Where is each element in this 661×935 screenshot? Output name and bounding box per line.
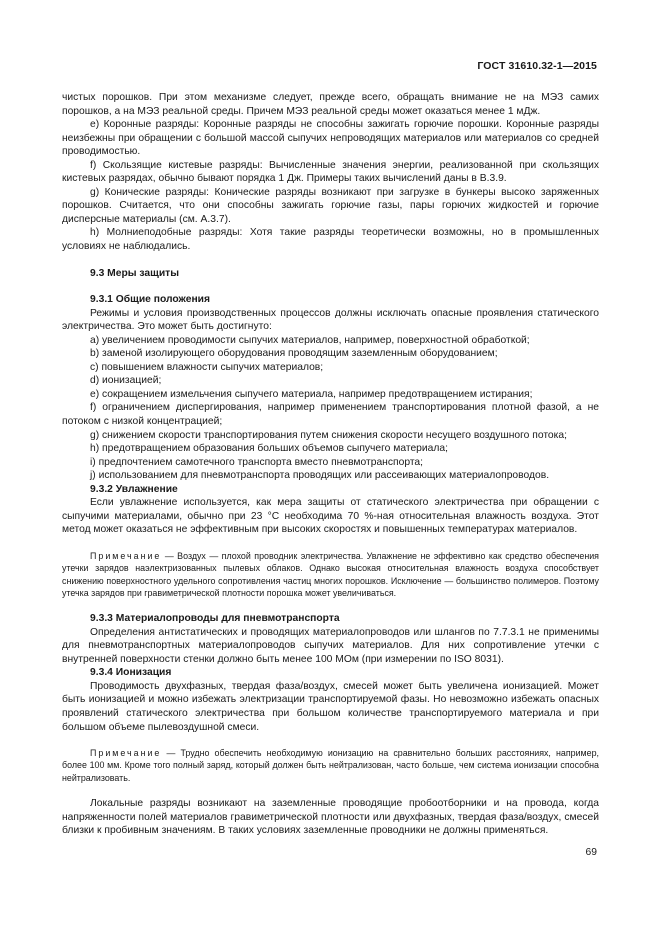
paragraph: e) Коронные разряды: Коронные разряды не способны зажигать горючие порошки. Коронные разряды неизбежны при обращении с большой массой сыпучих непроводящих материалов или материалов со средней проводимостью. — [62, 119, 599, 158]
note — [62, 747, 599, 784]
list-item: a) увеличением проводимости сыпучих материалов, например, поверхностной обработкой; — [90, 334, 530, 346]
list-item: c) повышением влажности сыпучих материалов; — [90, 361, 324, 373]
list-item: i) предпочтением самотечного транспорта вместо пневмотранспорта; — [90, 456, 424, 468]
paragraph: g) Конические разряды: Конические разряды возникают при загрузке в бункеры высоко заряженных порошков. Считается, что они способны зажигать горючие газы, пары горючих жидкостей и горючие дисперсные материалы (см. А.3.7). — [62, 186, 599, 225]
note-label: Примечание — [90, 550, 162, 561]
note-text: — Воздух — плохой проводник электричества. Увлажнение не эффективно как средство обеспечения утечки зарядов наэлектризованных пылевых облаков. Однако высокая относительная влажность воздуха способствует снижению поверхностного удельного сопротивления частиц многих порошков. Исключение — большинство полимеров. Поэтому утечка зарядов при гравиметрической плотности порошка может увеличиваться. — [62, 550, 599, 598]
paragraph: Проводимость двухфазных, твердая фаза/воздух, смесей может быть увеличена ионизацией. Может быть ионизацией и можно избежать электризации транспортируемой фазы. Но невозможно избежать опасных проявлений статического электричества при большом количестве транспортируемого материала и при большом объеме пылевоздушной смеси. — [62, 680, 599, 733]
document-header: ГОСТ 31610.32-1—2015 — [477, 60, 597, 72]
list-item: d) ионизацией; — [90, 375, 162, 387]
subsection-heading: 9.3.1 Общие положения — [90, 294, 210, 306]
paragraph: Если увлажнение используется, как мера защиты от статического электричества при обращении с сыпучими материалами, обычно при 23 °С необходима 70 %-ная относительная влажность воздуха. Этот метод может оказаться не эффективным при высоких скоростях и повышенных температурах материалов. — [62, 497, 599, 536]
list-item: b) заменой изолирующего оборудования проводящим заземленным оборудованием; — [90, 348, 498, 360]
subsection-heading: 9.3.3 Материалопроводы для пневмотранспорта — [90, 613, 340, 625]
note-label: Примечание — [90, 748, 162, 759]
page-body — [62, 91, 599, 838]
note — [62, 550, 599, 599]
section-heading: 9.3 Меры защиты — [90, 267, 179, 279]
note-text: — Трудно обеспечить необходимую ионизацию на сравнительно больших расстояниях, например, более 100 мм. Кроме того полный заряд, который должен быть нейтрализован, часто больше, чем система ионизации способна нейтрализовать. — [62, 748, 599, 783]
list-item: h) предотвращением образования больших объемов сыпучего материала; — [90, 443, 448, 455]
subsection-heading: 9.3.4 Ионизация — [90, 667, 172, 679]
paragraph: Режимы и условия производственных процессов должны исключать опасные проявления статического электричества. Это может быть достигнуто: — [62, 307, 599, 333]
paragraph: Локальные разряды возникают на заземленные проводящие пробоотборники и на провода, когда напряженности полей материалов гравиметрической плотности или двухфазных, твердая фаза/воздух, смесей близки к пробивным значениям. В таких условиях заземленные проводники не должны применяться. — [62, 797, 599, 837]
paragraph: Определения антистатических и проводящих материалопроводов или шлангов по 7.7.3.1 не применимы для пневмотранспортных материалопроводов сыпучих материалов. Для них сопротивление утечки с внутренней поверхности стенки должно быть менее 100 МОм (при измерении по ISO 8031). — [62, 626, 599, 665]
page-number: 69 — [585, 847, 597, 858]
paragraph: f) Скользящие кистевые разряды: Вычисленные значения энергии, реализованной при скользящих кистевых разрядах, обычно бывают порядка 1 Дж. Примеры таких вычислений даны в В.3.9. — [62, 159, 599, 185]
list-item: g) снижением скорости транспортирования путем снижения скорости несущего воздушного потока; — [90, 429, 567, 441]
paragraph: h) Молниеподобные разряды: Хотя такие разряды теоретически возможны, но в промышленных условиях не наблюдались. — [62, 227, 599, 253]
list-item: j) использованием для пневмотранспорта проводящих или рассеивающих материалопроводов. — [90, 470, 550, 482]
paragraph: чистых порошков. При этом механизме следует, прежде всего, обращать внимание не на МЭЗ самих порошков, а на МЭЗ реальной среды. Причем МЭЗ реальной среды может оказаться менее 1 мДж. — [62, 92, 599, 117]
list-item: e) сокращением измельчения сыпучего материала, например предотвращением истирания; — [90, 388, 533, 400]
list-item: f) ограничением диспергирования, например применением транспортирования плотной фазой, а не потоком с низкой концентрацией; — [62, 402, 599, 428]
subsection-heading: 9.3.2 Увлажнение — [90, 483, 178, 495]
